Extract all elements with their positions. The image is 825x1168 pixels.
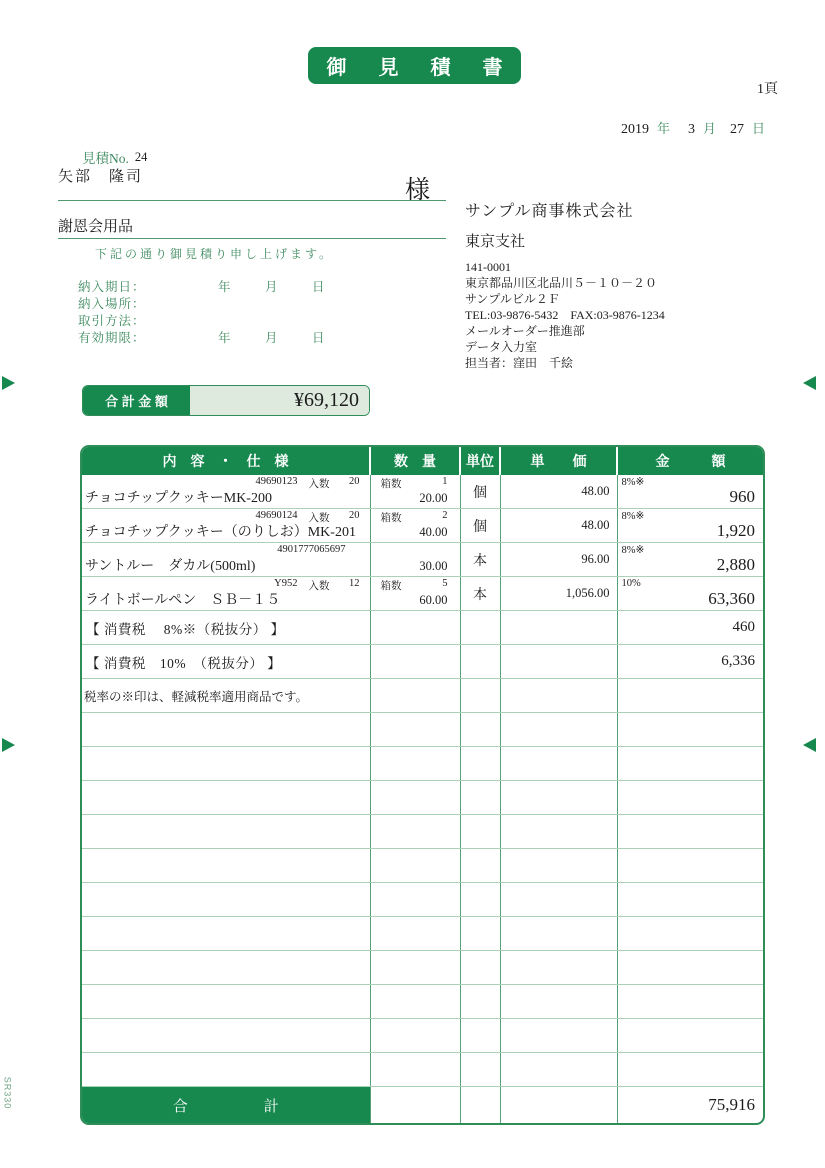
date-month: 3 — [687, 122, 695, 137]
item-unit: 個 — [460, 475, 500, 509]
item-amount: 1,920 — [716, 521, 755, 540]
items-table — [80, 445, 765, 1125]
customer-honorific: 様 — [405, 177, 431, 204]
grand-total-label: 合 計 — [82, 1087, 370, 1123]
date-year: 2019 — [620, 122, 649, 137]
item-per-qty: 12 — [349, 578, 360, 589]
term-delivery-date — [78, 277, 378, 294]
item-per-label: 入数 — [308, 513, 330, 524]
left-registration-arrow-icon — [2, 738, 15, 752]
item-box-label: 箱数 — [380, 581, 402, 592]
vendor-company: サンプル商事株式会社 — [465, 203, 634, 220]
item-boxes: 2 — [442, 510, 448, 521]
term-transaction-method — [78, 311, 378, 328]
estimate-subject: 謝恩会用品 — [58, 219, 134, 235]
item-per-qty: 20 — [349, 476, 360, 487]
item-unit: 個 — [460, 509, 500, 543]
vendor-branch: 東京支社 — [465, 234, 526, 250]
item-per-label: 入数 — [308, 581, 330, 592]
item-box-label: 箱数 — [380, 479, 402, 490]
item-name: サントルー ダカル(500ml) — [85, 559, 256, 574]
item-unit-price: 1,056.00 — [500, 577, 617, 611]
date-year-label: 年 — [656, 121, 670, 136]
customer-name: 矢部 隆司 — [58, 169, 144, 185]
issue-date — [621, 118, 765, 138]
date-day: 27 — [729, 122, 744, 137]
item-quantity: 30.00 — [419, 559, 448, 573]
table-row-empty — [82, 985, 763, 1019]
vendor-block — [465, 198, 665, 371]
table-row-empty — [82, 917, 763, 951]
header-unit: 単位 — [460, 447, 500, 475]
term-day-label: 日 — [312, 280, 326, 294]
item-unit: 本 — [460, 543, 500, 577]
item-quantity: 20.00 — [419, 491, 448, 505]
estimate-number-label: 見積No. — [82, 151, 129, 166]
item-tax-mark: 8%※ — [621, 545, 645, 556]
form-paper-code: SR330 — [2, 1076, 13, 1110]
vendor-department1: メールオーダー推進部 — [465, 324, 585, 338]
table-row-item — [82, 577, 763, 611]
item-per-label: 入数 — [308, 479, 330, 490]
vendor-address2: サンプルビル２Ｆ — [465, 292, 560, 306]
table-row-empty — [82, 1053, 763, 1087]
terms-block — [78, 277, 378, 345]
item-tax-mark: 8%※ — [621, 511, 645, 522]
item-tax-mark: 8%※ — [621, 477, 645, 488]
term-year-label: 年 — [218, 331, 232, 345]
total-amount-value: ¥69,120 — [190, 386, 369, 415]
document-title: 御 見 積 書 — [326, 57, 509, 79]
term-validity-label: 有効期限： — [78, 331, 146, 345]
item-unit-price: 48.00 — [500, 509, 617, 543]
right-registration-arrow-icon — [803, 376, 816, 390]
item-code: 49690124 — [255, 510, 298, 521]
tax-row-amount: 6,336 — [617, 645, 763, 679]
item-boxes: 5 — [442, 578, 448, 589]
item-amount: 960 — [729, 487, 755, 506]
item-name: チョコチップクッキー（のりしお）MK-201 — [85, 525, 356, 540]
table-row-item — [82, 543, 763, 577]
table-row-empty — [82, 713, 763, 747]
table-row-empty — [82, 951, 763, 985]
item-per-qty: 20 — [349, 510, 360, 521]
item-name: チョコチップクッキーMK-200 — [85, 491, 272, 506]
term-month-label: 月 — [265, 280, 279, 294]
header-amount: 金 額 — [617, 447, 763, 475]
item-amount: 2,880 — [716, 555, 755, 574]
item-unit: 本 — [460, 577, 500, 611]
table-row-empty — [82, 849, 763, 883]
table-row-tax — [82, 611, 763, 645]
vendor-tel-fax: TEL:03-9876-5432 FAX:03-9876-1234 — [465, 308, 665, 322]
header-quantity: 数 量 — [370, 447, 460, 475]
table-row-item — [82, 509, 763, 543]
total-amount-box — [82, 385, 370, 416]
term-month-label: 月 — [265, 331, 279, 345]
table-row-empty — [82, 1019, 763, 1053]
document-title-badge — [308, 47, 521, 84]
table-row-tax — [82, 645, 763, 679]
header-description: 内 容 ・ 仕 様 — [82, 447, 370, 475]
tax-row-label: 【 消費税 8%※（税抜分） 】 — [82, 611, 370, 645]
item-name: ライトボールペン ＳＢ－１５ — [85, 593, 281, 608]
term-day-label: 日 — [312, 331, 326, 345]
item-tax-mark: 10% — [621, 578, 641, 589]
term-delivery-place-label: 納入場所： — [78, 297, 146, 311]
term-validity — [78, 328, 378, 345]
tax-row-amount: 460 — [617, 611, 763, 645]
grand-total-value: 75,916 — [617, 1087, 763, 1124]
table-row-empty — [82, 815, 763, 849]
greeting-text: 下記の通り御見積り申し上げます。 — [95, 247, 335, 261]
item-unit-price: 96.00 — [500, 543, 617, 577]
right-registration-arrow-icon — [803, 738, 816, 752]
table-row-empty — [82, 747, 763, 781]
header-unit-price: 単 価 — [500, 447, 617, 475]
table-row-item — [82, 475, 763, 509]
total-amount-label: 合 計 金 額 — [83, 386, 190, 415]
item-unit-price: 48.00 — [500, 475, 617, 509]
estimate-number — [82, 147, 147, 167]
table-header-row — [82, 447, 763, 475]
customer-underline — [58, 200, 446, 201]
table-footer-row — [82, 1087, 763, 1124]
table-row-note — [82, 679, 763, 713]
term-delivery-place — [78, 294, 378, 311]
table-row-empty — [82, 781, 763, 815]
term-delivery-date-label: 納入期日： — [78, 280, 146, 294]
item-quantity: 40.00 — [419, 525, 448, 539]
left-registration-arrow-icon — [2, 376, 15, 390]
vendor-person-in-charge: 担当者：窪田 千絵 — [465, 356, 574, 370]
vendor-department2: データ入力室 — [465, 340, 538, 354]
term-transaction-method-label: 取引方法： — [78, 314, 146, 328]
vendor-address1: 東京都品川区北品川５－１０－２０ — [465, 276, 658, 290]
term-year-label: 年 — [218, 280, 232, 294]
item-boxes: 1 — [442, 476, 448, 487]
date-day-label: 日 — [751, 121, 765, 136]
table-row-empty — [82, 883, 763, 917]
item-code: 4901777065697 — [277, 544, 346, 555]
estimate-number-value: 24 — [134, 150, 148, 164]
date-month-label: 月 — [702, 121, 716, 136]
subject-underline — [58, 238, 446, 239]
item-code: Y952 — [274, 578, 298, 589]
item-code: 49690123 — [255, 476, 298, 487]
tax-note: 税率の※印は、軽減税率適用商品です。 — [82, 679, 370, 713]
tax-row-label: 【 消費税 10% （税抜分） 】 — [82, 645, 370, 679]
item-quantity: 60.00 — [419, 593, 448, 607]
item-box-label: 箱数 — [380, 513, 402, 524]
item-amount: 63,360 — [708, 589, 755, 608]
vendor-postal-code: 141-0001 — [465, 260, 511, 274]
page-number: 1頁 — [757, 82, 778, 97]
